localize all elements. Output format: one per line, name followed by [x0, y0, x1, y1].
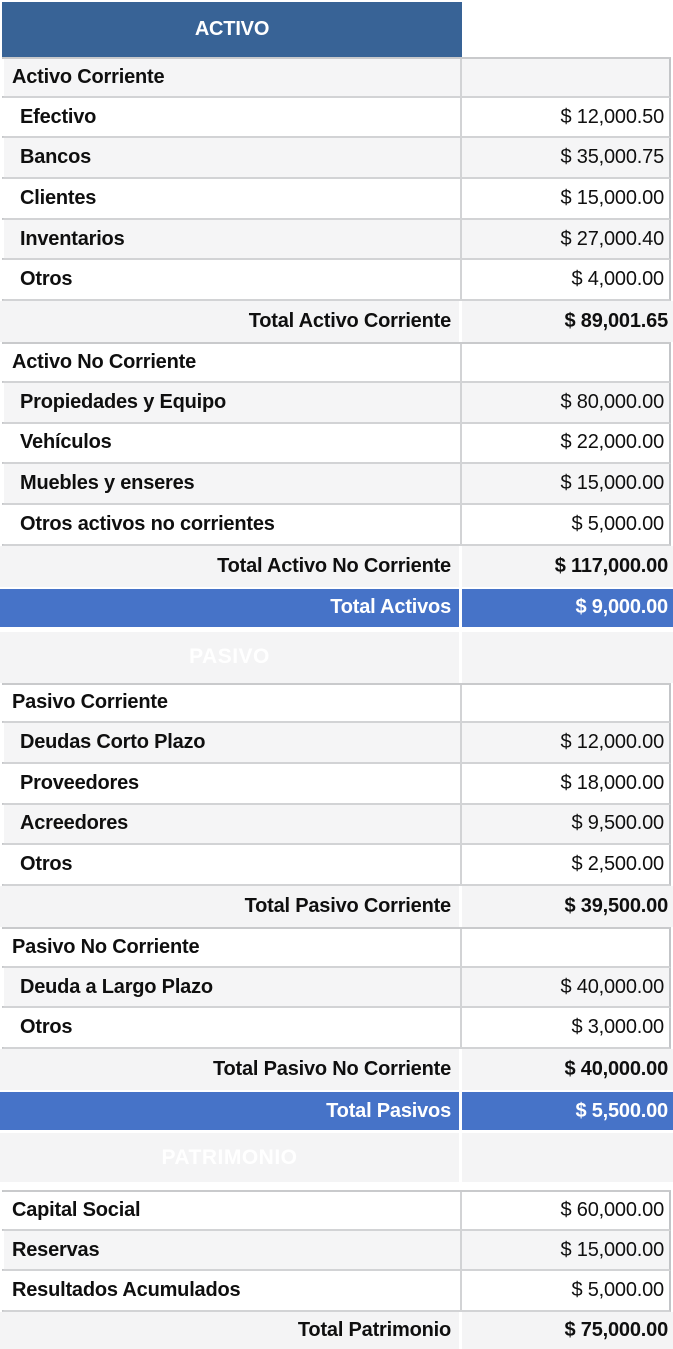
label-cell[interactable] — [4, 764, 462, 803]
row-resultados-acumulados — [2, 1271, 671, 1312]
value-cell[interactable] — [462, 344, 669, 381]
value-cell[interactable] — [462, 1008, 669, 1047]
row-label: Activo Corriente — [12, 65, 165, 88]
row-value: $ 9,500.00 — [571, 812, 664, 835]
row-patrimonio-header — [0, 1133, 673, 1182]
total-label: Total Pasivo No Corriente — [212, 1058, 451, 1081]
value-cell[interactable] — [462, 929, 669, 966]
row-label: Pasivo Corriente — [12, 691, 168, 714]
row-label: Otros activos no corrientes — [20, 512, 275, 535]
row-acreedores — [2, 805, 671, 846]
label-cell[interactable] — [4, 805, 462, 844]
label-cell[interactable] — [4, 1192, 462, 1229]
row-label: Efectivo — [20, 105, 97, 128]
row-label: Propiedades y Equipo — [20, 390, 227, 413]
row-label: Muebles y enseres — [20, 472, 195, 495]
total-value-cell[interactable] — [462, 1312, 673, 1349]
value-cell[interactable] — [462, 968, 669, 1007]
row-reservas — [2, 1231, 671, 1272]
row-value: $ 35,000.75 — [560, 146, 664, 169]
row-label: Otros — [20, 1016, 73, 1039]
row-inventarios — [2, 220, 671, 261]
grand-total-value: $ 9,000.00 — [575, 596, 668, 619]
value-cell[interactable] — [462, 383, 669, 422]
row-label: Deuda a Largo Plazo — [20, 975, 213, 998]
label-cell[interactable] — [4, 220, 462, 259]
value-cell[interactable] — [462, 764, 669, 803]
value-cell[interactable] — [462, 464, 669, 503]
value-cell[interactable] — [462, 179, 669, 218]
row-total-pasivo-corriente — [0, 886, 673, 927]
section-title-text: PATRIMONIO — [161, 1145, 298, 1169]
row-value: $ 18,000.00 — [560, 771, 664, 794]
section-title-activo — [2, 2, 462, 57]
row-value: $ 3,000.00 — [571, 1016, 664, 1039]
total-value-cell[interactable] — [462, 1049, 673, 1090]
row-value: $ 60,000.00 — [560, 1198, 664, 1221]
total-label-cell[interactable] — [0, 1312, 462, 1349]
row-bancos — [2, 138, 671, 179]
label-cell[interactable] — [4, 260, 462, 299]
label-cell[interactable] — [4, 383, 462, 422]
total-value: $ 117,000.00 — [554, 554, 668, 577]
row-value: $ 15,000.00 — [560, 472, 664, 495]
row-total-pasivos — [0, 1092, 673, 1130]
row-propiedades-equipo — [2, 383, 671, 424]
total-label: Total Patrimonio — [297, 1319, 451, 1342]
row-total-activo-corriente — [0, 301, 673, 342]
grand-total-value: $ 5,500.00 — [575, 1099, 668, 1122]
grand-total-label-cell[interactable] — [0, 589, 462, 627]
label-cell[interactable] — [4, 968, 462, 1007]
row-value: $ 2,500.00 — [571, 853, 664, 876]
total-label-cell[interactable] — [0, 301, 462, 342]
label-cell[interactable] — [4, 723, 462, 762]
row-value: $ 15,000.00 — [560, 1238, 664, 1261]
row-value: $ 12,000.00 — [560, 731, 664, 754]
row-label: Capital Social — [12, 1198, 141, 1221]
grand-total-label-cell[interactable] — [0, 1092, 462, 1130]
row-label: Otros — [20, 268, 73, 291]
total-value: $ 75,000.00 — [564, 1319, 668, 1342]
row-label: Proveedores — [20, 771, 139, 794]
row-otros-pasivo-corriente — [2, 845, 671, 886]
header-empty-space — [462, 632, 673, 683]
row-pasivo-corriente — [2, 683, 671, 724]
value-cell[interactable] — [462, 805, 669, 844]
value-cell[interactable] — [462, 98, 669, 137]
row-label: Activo No Corriente — [12, 350, 197, 373]
row-activo-header — [2, 2, 671, 57]
label-cell[interactable] — [4, 845, 462, 884]
label-cell[interactable] — [4, 344, 462, 381]
row-value: $ 15,000.00 — [560, 186, 664, 209]
label-cell[interactable] — [4, 685, 462, 722]
total-label: Total Activo No Corriente — [217, 554, 451, 577]
row-value: $ 12,000.50 — [560, 105, 664, 128]
value-cell[interactable] — [462, 260, 669, 299]
value-cell[interactable] — [462, 685, 669, 722]
header-empty-space — [462, 2, 671, 57]
total-value: $ 39,500.00 — [564, 895, 668, 917]
row-total-patrimonio — [0, 1312, 673, 1349]
row-deuda-largo-plazo — [2, 968, 671, 1009]
total-value-cell[interactable] — [462, 886, 673, 927]
row-activo-corriente — [2, 57, 671, 98]
section-title-text: ACTIVO — [194, 18, 270, 40]
value-cell[interactable] — [462, 1271, 669, 1310]
value-cell[interactable] — [462, 723, 669, 762]
value-cell[interactable] — [462, 1192, 669, 1229]
value-cell[interactable] — [462, 505, 669, 544]
row-pasivo-no-corriente — [2, 927, 671, 968]
row-value: $ 4,000.00 — [571, 268, 664, 291]
row-deudas-corto-plazo — [2, 723, 671, 764]
label-cell[interactable] — [4, 1008, 462, 1047]
row-label: Inventarios — [20, 227, 125, 250]
row-label: Otros — [20, 853, 73, 876]
row-label: Deudas Corto Plazo — [20, 731, 206, 754]
total-value: $ 40,000.00 — [564, 1058, 668, 1081]
label-cell[interactable] — [4, 179, 462, 218]
row-value: $ 22,000.00 — [560, 431, 664, 454]
row-total-pasivo-no-corriente — [0, 1049, 673, 1090]
label-cell[interactable] — [4, 929, 462, 966]
label-cell[interactable] — [4, 138, 462, 177]
row-capital-social — [2, 1190, 671, 1231]
label-cell[interactable] — [4, 1231, 462, 1270]
row-value: $ 80,000.00 — [560, 390, 664, 413]
value-cell[interactable] — [462, 59, 669, 96]
total-value-cell[interactable] — [462, 546, 673, 587]
grand-total-value-cell[interactable] — [462, 1092, 673, 1130]
label-cell[interactable] — [4, 424, 462, 463]
row-total-activo-no-corriente — [0, 546, 673, 587]
row-total-activos — [0, 589, 673, 627]
grand-total-value-cell[interactable] — [462, 589, 673, 627]
row-otros-activo-corriente — [2, 260, 671, 301]
row-label: Vehículos — [20, 431, 112, 454]
row-activo-no-corriente — [2, 342, 671, 383]
row-label: Pasivo No Corriente — [12, 935, 200, 958]
label-cell[interactable] — [4, 464, 462, 503]
row-clientes — [2, 179, 671, 220]
total-value: $ 89,001.65 — [564, 310, 668, 333]
total-label: Total Activo Corriente — [248, 310, 451, 333]
label-cell[interactable] — [4, 98, 462, 137]
value-cell[interactable] — [462, 845, 669, 884]
grand-total-label: Total Activos — [330, 596, 451, 619]
row-muebles-enseres — [2, 464, 671, 505]
row-proveedores — [2, 764, 671, 805]
row-label: Reservas — [12, 1238, 100, 1261]
total-label-cell[interactable] — [0, 1049, 462, 1090]
row-value: $ 5,000.00 — [571, 512, 664, 535]
header-empty-space — [462, 1133, 673, 1182]
value-cell[interactable] — [462, 220, 669, 259]
row-label: Resultados Acumulados — [12, 1279, 241, 1302]
total-label-cell[interactable] — [0, 886, 462, 927]
total-value-cell[interactable] — [462, 301, 673, 342]
row-pasivo-header — [0, 632, 673, 683]
section-title-patrimonio — [0, 1133, 462, 1182]
label-cell[interactable] — [4, 59, 462, 96]
label-cell[interactable] — [4, 1271, 462, 1310]
label-cell[interactable] — [4, 505, 462, 544]
row-value: $ 27,000.40 — [560, 227, 664, 250]
section-title-pasivo — [0, 632, 462, 683]
grand-total-label: Total Pasivos — [326, 1099, 451, 1122]
total-label-cell[interactable] — [0, 546, 462, 587]
total-label: Total Pasivo Corriente — [244, 895, 451, 917]
row-label: Acreedores — [20, 812, 129, 835]
value-cell[interactable] — [462, 424, 669, 463]
row-value: $ 40,000.00 — [560, 975, 664, 998]
row-label: Bancos — [20, 146, 92, 169]
section-title-text: PASIVO — [189, 645, 270, 669]
row-value: $ 5,000.00 — [571, 1279, 664, 1302]
value-cell[interactable] — [462, 138, 669, 177]
row-label: Clientes — [20, 186, 97, 209]
row-efectivo — [2, 98, 671, 139]
row-otros-pasivo-no-corriente — [2, 1008, 671, 1049]
row-vehiculos — [2, 424, 671, 465]
row-otros-activos-no-corrientes — [2, 505, 671, 546]
value-cell[interactable] — [462, 1231, 669, 1270]
